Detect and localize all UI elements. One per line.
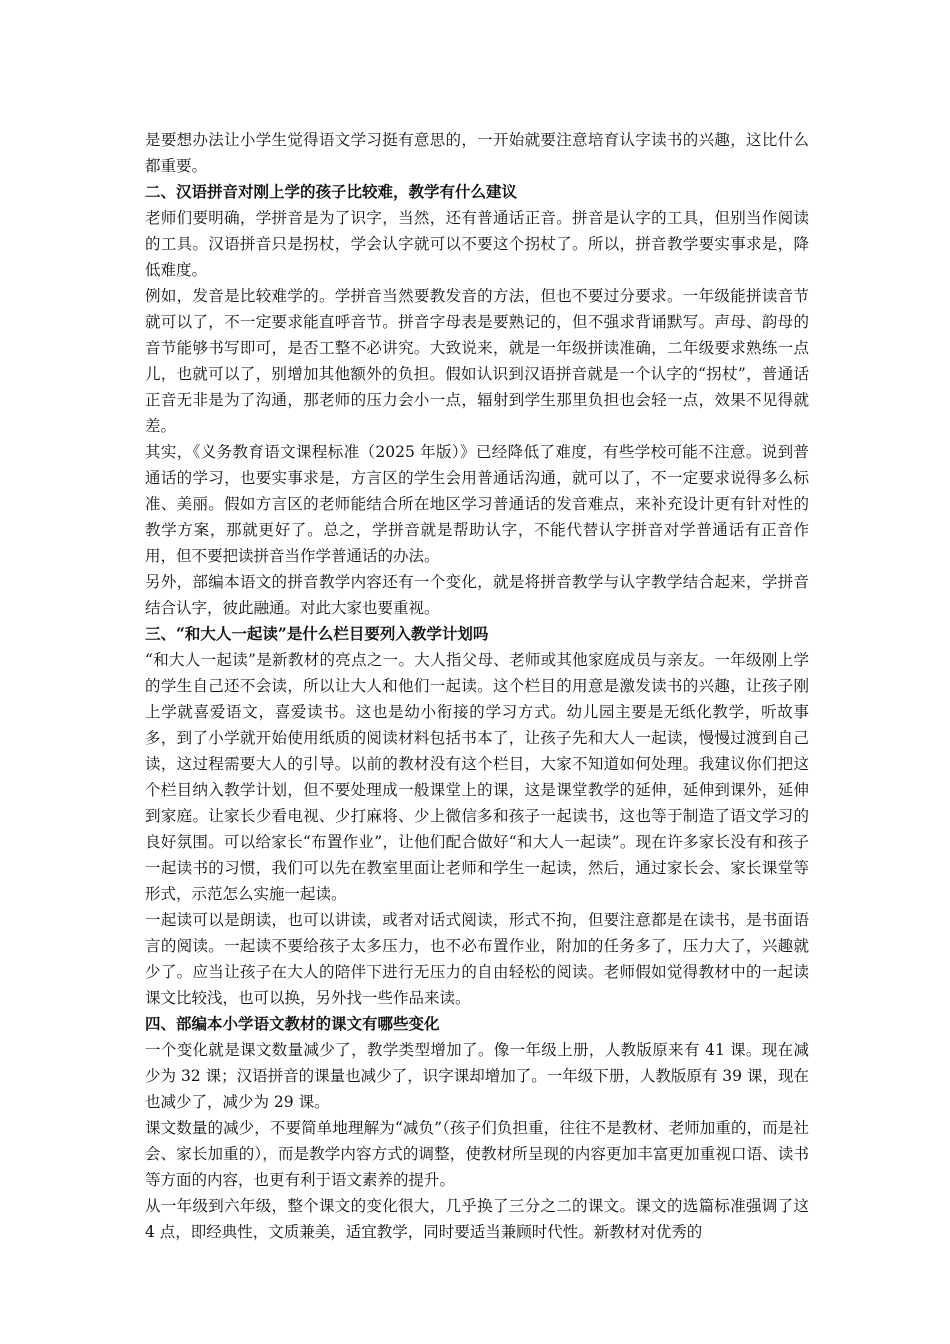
paragraph-intro: 是要想办法让小学生觉得语文学习挺有意思的，一开始就要注意培育认字读书的兴趣，这比什么都重要。 — [145, 131, 809, 175]
paragraph: 例如，发音是比较难学的。学拼音当然要教发音的方法，但也不要过分要求。一年级能拼读音节就可以了，不一定要求能直呼音节。拼音字母表是要熟记的，但不强求背诵默写。声母、韵母的音节能够书写即可，是否工整不必讲究。大致说来，就是一年级拼读准确，二年级要求熟练一点儿，也就可以了，别增加其他额外的负担。假如认识到汉语拼音就是一个认字的“拐杖”，普通话正音无非是为了沟通，那老师的压力会小一点，辐射到学生那里负担也会轻一点，效果不见得就差。 — [145, 287, 809, 435]
paragraph: 一个变化就是课文数量减少了，教学类型增加了。像一年级上册，人教版原来有 41 课。现在减少为 32 课；汉语拼音的课量也减少了，识字课却增加了。一年级下册，人教版原有 39 课，现在也减少了，减少为 29 课。 — [145, 1041, 809, 1111]
paragraph: 课文数量的减少，不要简单地理解为“减负”（孩子们负担重，往往不是教材、老师加重的，而是社会、家长加重的），而是教学内容方式的调整，使教材所呈现的内容更加丰富更加重视口语、读书等方面的内容，也更有利于语文素养的提升。 — [145, 1119, 809, 1189]
paragraph: 老师们要明确，学拼音是为了识字，当然，还有普通话正音。拼音是认字的工具，但别当作阅读的工具。汉语拼音只是拐杖，学会认字就可以不要这个拐杖了。所以，拼音教学要实事求是，降低难度。 — [145, 209, 809, 279]
section-heading-4: 四、部编本小学语文教材的课文有哪些变化 — [145, 1014, 440, 1033]
paragraph: 其实，《义务教育语文课程标准（2025 年版）》已经降低了难度，有些学校可能不注意。说到普通话的学习，也要实事求是，方言区的学生会用普通话沟通，就可以了，不一定要求说得多么标准、美丽。假如方言区的老师能结合所在地区学习普通话的发音难点，来补充设计更有针对性的教学方案，那就更好了。总之，学拼音就是帮助认字，不能代替认字拼音对学普通话有正音作用，但不要把读拼音当作学普通话的办法。 — [145, 443, 809, 565]
paragraph: 从一年级到六年级，整个课文的变化很大，几乎换了三分之二的课文。课文的选篇标准强调了这 4 点，即经典性，文质兼美，适宜教学，同时要适当兼顾时代性。新教材对优秀的 — [145, 1197, 809, 1241]
paragraph: 一起读可以是朗读，也可以讲读，或者对话式阅读，形式不拘，但要注意都是在读书，是书面语言的阅读。一起读不要给孩子太多压力，也不必布置作业，附加的任务多了，压力大了，兴趣就少了。应当让孩子在大人的陪伴下进行无压力的自由轻松的阅读。老师假如觉得教材中的一起读课文比较浅，也可以换，另外找一些作品来读。 — [145, 911, 809, 1007]
section-heading-3: 三、“和大人一起读”是什么栏目要列入教学计划吗 — [145, 624, 489, 643]
paragraph: “和大人一起读”是新教材的亮点之一。大人指父母、老师或其他家庭成员与亲友。一年级刚上学的学生自己还不会读，所以让大人和他们一起读。这个栏目的用意是激发读书的兴趣，让孩子刚上学就喜爱语文，喜爱读书。这也是幼小衔接的学习方式。幼儿园主要是无纸化教学，听故事多，到了小学就开始使用纸质的阅读材料包括书本了，让孩子先和大人一起读，慢慢过渡到自己读，这过程需要大人的引导。以前的教材没有这个栏目，大家不知道如何处理。我建议你们把这个栏目纳入教学计划，但不要处理成一般课堂上的课，这是课堂教学的延伸，延伸到课外，延伸到家庭。让家长少看电视、少打麻将、少上微信多和孩子一起读书，这也等于制造了语文学习的良好氛围。可以给家长“布置作业”，让他们配合做好“和大人一起读”。现在许多家长没有和孩子一起读书的习惯，我们可以先在教室里面让老师和学生一起读，然后，通过家长会、家长课堂等形式，示范怎么实施一起读。 — [145, 651, 809, 903]
paragraph: 另外，部编本语文的拼音教学内容还有一个变化，就是将拼音教学与认字教学结合起来，学拼音结合认字，彼此融通。对此大家也要重视。 — [145, 573, 809, 617]
document-page — [145, 127, 809, 1245]
section-heading-2: 二、汉语拼音对刚上学的孩子比较难，教学有什么建议 — [145, 182, 518, 201]
